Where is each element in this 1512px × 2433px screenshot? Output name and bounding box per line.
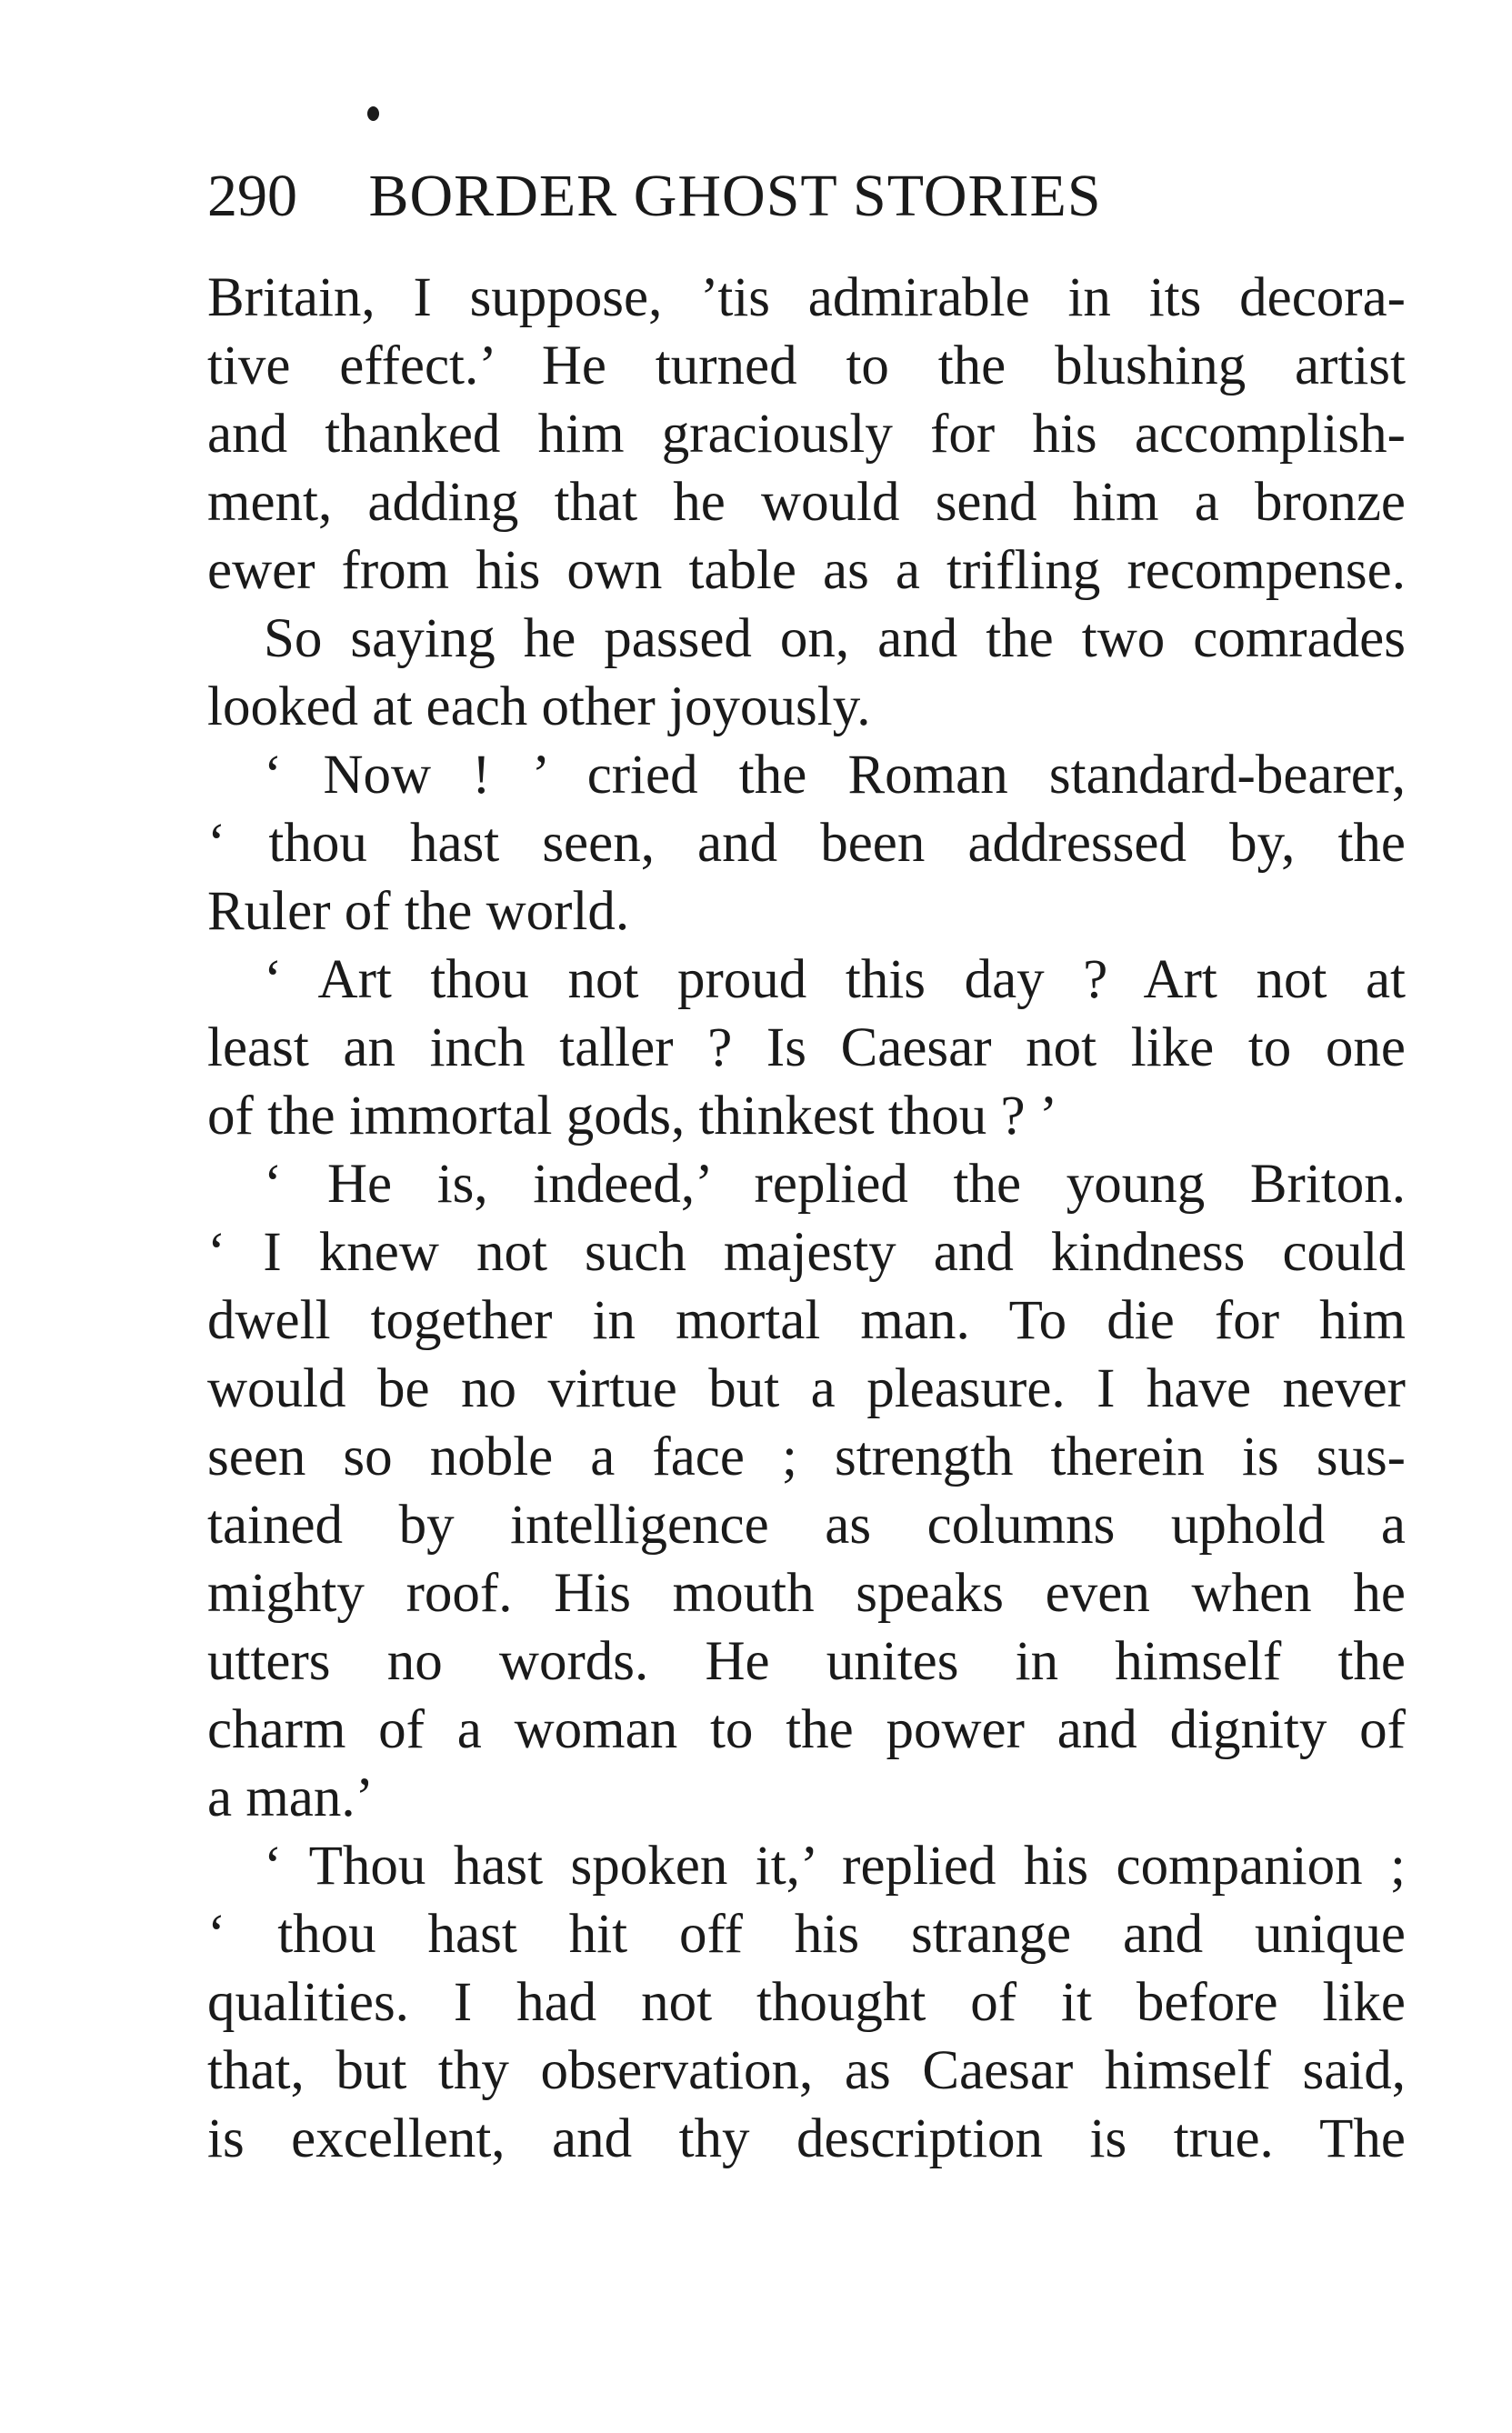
text-line: charm of a woman to the power and dignity of: [207, 1699, 1406, 1760]
text-line: ‘ I knew not such majesty and kindness could: [207, 1222, 1406, 1283]
text-line: mighty roof. His mouth speaks even when he: [207, 1563, 1406, 1624]
text-line: ‘ thou hast seen, and been addressed by, the: [207, 813, 1406, 874]
text-line: least an inch taller ? Is Caesar not like to one: [207, 1017, 1406, 1078]
text-line: seen so noble a face ; strength therein is sus-: [207, 1427, 1406, 1487]
text-line: tained by intelligence as columns uphold a: [207, 1495, 1406, 1556]
text-line: ewer from his own table as a trifling recompense.: [207, 540, 1406, 601]
text-line: is excellent, and thy description is true. The: [207, 2108, 1406, 2169]
body-text: [207, 264, 1406, 2173]
text-line: ‘ Thou hast spoken it,’ replied his companion ;: [264, 1836, 1406, 1897]
text-line: utters no words. He unites in himself the: [207, 1631, 1406, 1692]
text-line: ‘ Art thou not proud this day ? Art not at: [264, 949, 1406, 1010]
text-line: ment, adding that he would send him a bronze: [207, 472, 1406, 533]
page-number: 290: [207, 163, 297, 229]
text-line: qualities. I had not thought of it before like: [207, 1972, 1406, 2033]
text-line: would be no virtue but a pleasure. I have never: [207, 1358, 1406, 1419]
text-line: ‘ He is, indeed,’ replied the young Briton.: [264, 1154, 1406, 1215]
text-line: ‘ Now ! ’ cried the Roman standard-bearer,: [264, 745, 1406, 806]
text-line: and thanked him graciously for his accomplish-: [207, 404, 1406, 465]
running-head: [207, 160, 1102, 233]
text-line: that, but thy observation, as Caesar himself said,: [207, 2040, 1406, 2101]
text-line: a man.’: [207, 1767, 374, 1828]
ink-dot: [367, 106, 379, 121]
text-line: dwell together in mortal man. To die for him: [207, 1290, 1406, 1351]
text-line: So saying he passed on, and the two comrades: [264, 608, 1406, 669]
text-line: ‘ thou hast hit off his strange and unique: [207, 1904, 1406, 1965]
book-title: BORDER GHOST STORIES: [368, 163, 1102, 229]
text-line: tive effect.’ He turned to the blushing artist: [207, 335, 1406, 396]
text-line: looked at each other joyously.: [207, 676, 871, 737]
text-line: Ruler of the world.: [207, 881, 630, 942]
text-line: Britain, I suppose, ’tis admirable in its decora-: [207, 267, 1406, 328]
text-line: of the immortal gods, thinkest thou ? ’: [207, 1086, 1058, 1146]
